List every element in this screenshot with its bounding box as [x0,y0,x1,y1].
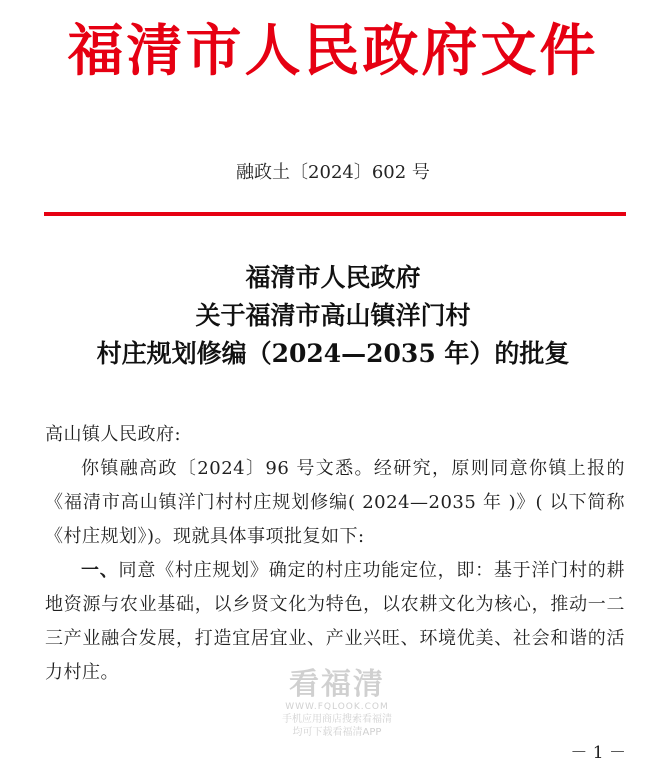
addressee: 高山镇人民政府: [45,424,182,445]
document-number: 融政土〔2024〕602 号 [236,162,430,183]
section-text: 同意《村庄规划》确定的村庄功能定位，即：基于洋门村的耕地资源与农业基础，以乡贤文化为特色，以农耕文化为核心，推动一二三产业融合发展，打造宜居宜业、产业兴旺、环境优美、社会和谐的活力村庄。 [45,560,626,683]
document-body [45,418,625,690]
document-title [0,259,666,373]
section-number: 一、 [81,560,119,581]
title-line-2: 关于福清市高山镇洋门村 [195,301,471,330]
body-paragraph-2 [45,554,625,690]
document-masthead: 福清市人民政府文件 [67,18,599,84]
watermark-line-2: 均可下载看福清APP [292,727,382,738]
title-line-1: 福清市人民政府 [245,263,421,292]
title-line-3: 村庄规划修编（2024—2035 年）的批复 [96,339,570,368]
page-number: － 1 － [570,743,626,763]
watermark-logo: 看福清 [289,667,385,702]
watermark-line-1: 手机应用商店搜索看福清 [282,714,392,725]
red-separator-line [44,212,626,216]
body-paragraph-1: 你镇融高政〔2024〕96 号文悉。经研究，原则同意你镇上报的《福清市高山镇洋门村村庄规划修编( 2024—2035 年 )》( 以下简称《村庄规划》)。现就具体事项批复如下: [45,458,625,547]
watermark-url: WWW.FQLOOK.COM [285,702,389,712]
